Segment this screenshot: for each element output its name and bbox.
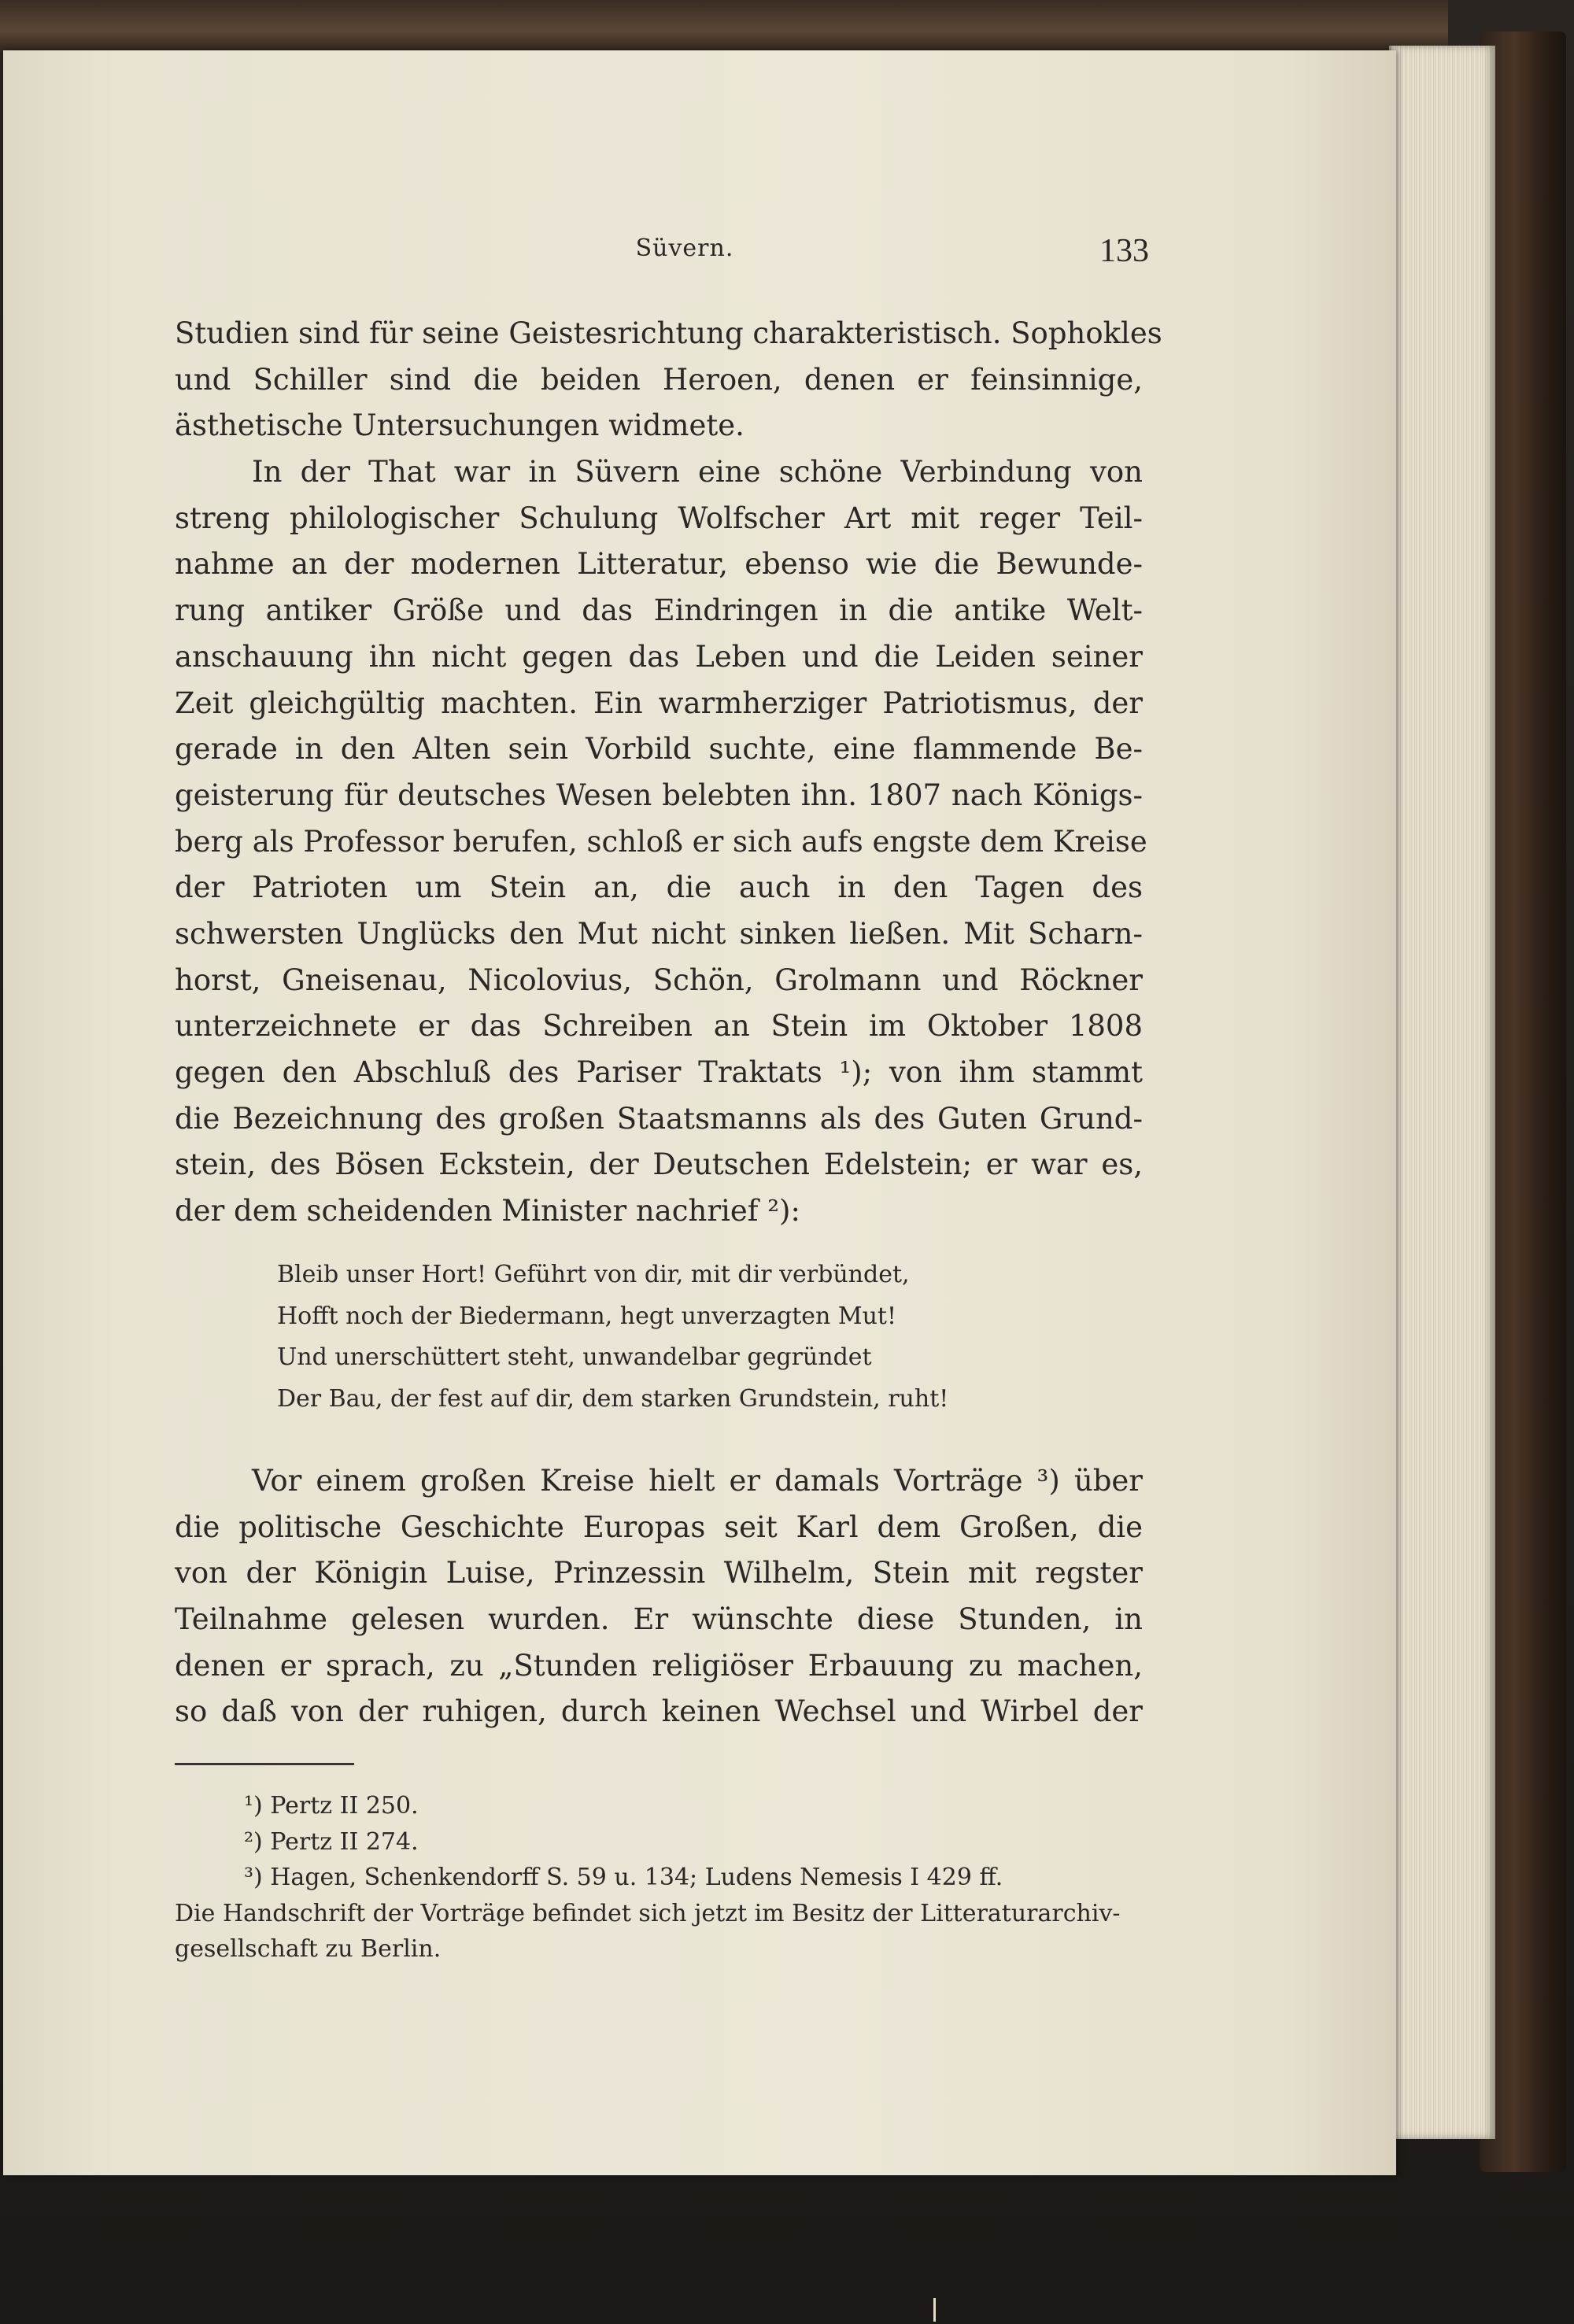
text-line: Vor einem großen Kreise hielt er damals Vorträge ³) über (252, 1464, 1143, 1498)
text-line: Zeit gleichgültig machten. Ein warmherziger Patriotismus, der (175, 685, 1143, 720)
poem-block (277, 1254, 1064, 1420)
text-line: berg als Professor berufen, schloß er sich aufs engste dem Kreise (175, 824, 1147, 859)
text-line: streng philologischer Schulung Wolfscher Art mit reger Teil- (175, 501, 1143, 535)
footnotes-block (175, 1788, 1143, 1967)
text-line: horst, Gneisenau, Nicolovius, Schön, Grolmann und Röckner (175, 962, 1143, 997)
poem-line: Hofft noch der Biedermann, hegt unverzagten Mut! (277, 1302, 897, 1330)
footnote-line: ²) Pertz II 274. (244, 1827, 419, 1856)
footnote-line: ³) Hagen, Schenkendorff S. 59 u. 134; Ludens Nemesis I 429 ff. (244, 1864, 1003, 1891)
running-title: Süvern. (635, 235, 734, 262)
main-text-block (175, 311, 1162, 1235)
footnote-line: Die Handschrift der Vorträge befindet sich jetzt im Besitz der Litteraturarchiv- (175, 1899, 1121, 1927)
text-line: denen er sprach, zu „Stunden religiöser Erbauung zu machen, (175, 1648, 1143, 1683)
text-line: geisterung für deutsches Wesen belebten ihn. 1807 nach Königs- (175, 778, 1143, 812)
text-line: die Bezeichnung des großen Staatsmanns als des Guten Grund- (175, 1101, 1143, 1136)
text-line: rung antiker Größe und das Eindringen in die antike Welt- (175, 593, 1143, 628)
text-line: und Schiller sind die beiden Heroen, denen er feinsinnige, (175, 362, 1143, 397)
text-line: Teilnahme gelesen wurden. Er wünschte diese Stunden, in (175, 1602, 1143, 1637)
book-cover-top-edge (0, 0, 1448, 55)
text-line: anschauung ihn nicht gegen das Leben und die Leiden seiner (175, 639, 1143, 674)
text-line: In der That war in Süvern eine schöne Verbindung von (252, 455, 1143, 490)
text-line: so daß von der ruhigen, durch keinen Wechsel und Wirbel der (175, 1694, 1143, 1729)
text-line: gerade in den Alten sein Vorbild suchte, eine flammende Be- (175, 732, 1143, 767)
poem-line: Der Bau, der fest auf dir, dem starken Grundstein, ruht! (277, 1384, 949, 1413)
text-line: von der Königin Luise, Prinzessin Wilhelm, Stein mit regster (175, 1556, 1143, 1591)
text-line: der Patrioten um Stein an, die auch in den Tagen des (175, 870, 1143, 905)
page-gutter-mark (933, 2298, 936, 2322)
page-stack-edges (1389, 46, 1495, 2139)
main-text-block-continued (175, 1458, 1143, 1735)
text-line: der dem scheidenden Minister nachrief ²): (175, 1194, 800, 1229)
text-line: Studien sind für seine Geistesrichtung charakteristisch. Sophokles (175, 316, 1162, 350)
footnote-line: gesellschaft zu Berlin. (175, 1935, 442, 1963)
text-line: stein, des Bösen Eckstein, der Deutschen Edelstein; er war es, (175, 1147, 1143, 1182)
text-line: gegen den Abschluß des Pariser Traktats ¹); von ihm stammt (175, 1055, 1143, 1089)
text-line: ästhetische Untersuchungen widmete. (175, 408, 745, 443)
text-line: unterzeichnete er das Schreiben an Stein im Oktober 1808 (175, 1009, 1143, 1044)
poem-line: Bleib unser Hort! Geführt von dir, mit dir verbündet, (277, 1261, 910, 1288)
text-line: schwersten Unglücks den Mut nicht sinken ließen. Mit Scharn- (175, 916, 1143, 951)
page-number: 133 (1099, 233, 1149, 269)
text-line: die politische Geschichte Europas seit Karl dem Großen, die (175, 1509, 1143, 1544)
text-line: nahme an der modernen Litteratur, ebenso wie die Bewunde- (175, 547, 1143, 582)
footnote-divider (175, 1763, 354, 1765)
footnote-line: ¹) Pertz II 250. (244, 1792, 419, 1820)
poem-line: Und unerschüttert steht, unwandelbar gegründet (277, 1343, 872, 1371)
